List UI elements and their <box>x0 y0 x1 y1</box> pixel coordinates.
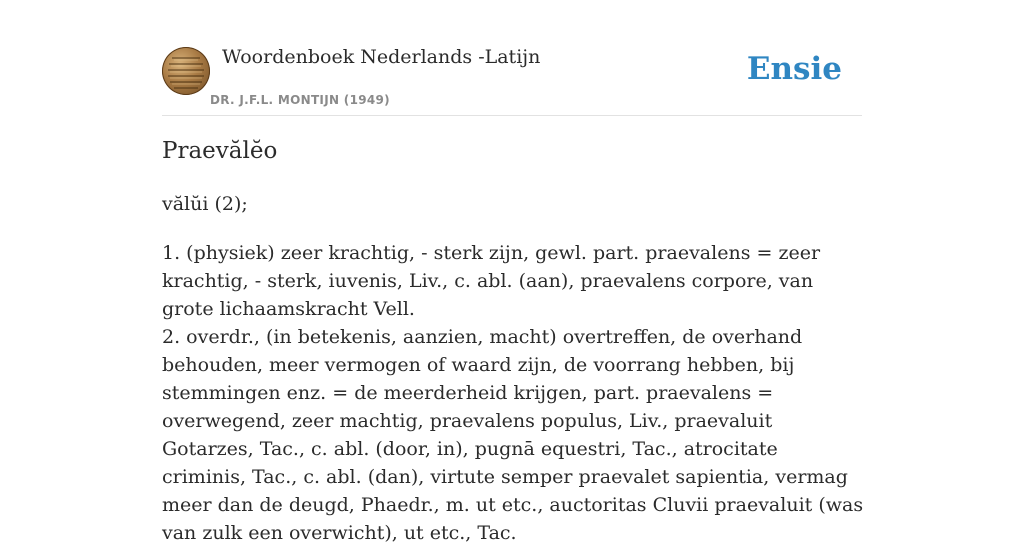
definition-item: 2. overdr., (in betekenis, aanzien, macht) overtreffen, de overhand behouden, meer vermogen of waard zijn, de voorrang hebben, bij stemmingen enz. = de meerderheid krijgen, part. praevalens = overwegend, zeer machtig, praevalens populus, Liv., praevaluit Gotarzes, Tac., c. abl. (door, in), pugnā equestri, Tac., atrocitate criminis, Tac., c. abl. (dan), virtute semper praevalet sapientia, vermag meer dan de deugd, Phaedr., m. ut etc., auctoritas Cluvii praevaluit (was van zulk een overwicht), ut etc., Tac. <box>162 326 864 544</box>
coin-inscription-icon <box>162 47 210 95</box>
source-header <box>162 46 862 116</box>
source-author: DR. J.F.L. MONTIJN (1949) <box>210 93 390 107</box>
ensie-logo-link[interactable]: Ensie <box>746 51 842 87</box>
header-divider <box>162 115 862 116</box>
definition-item: 1. (physiek) zeer krachtig, - sterk zijn, gewl. part. praevalens = zeer krachtig, - sterk, iuvenis, Liv., c. abl. (aan), praevalens corpore, van grote lichaamskracht Vell. <box>162 242 821 320</box>
source-logo[interactable] <box>162 47 210 95</box>
entry-definitions <box>162 239 867 547</box>
entry-forms: vălŭi (2); <box>162 193 248 215</box>
source-title[interactable]: Woordenboek Nederlands -Latijn <box>222 46 541 68</box>
entry-headword: Praevălĕo <box>162 138 278 164</box>
